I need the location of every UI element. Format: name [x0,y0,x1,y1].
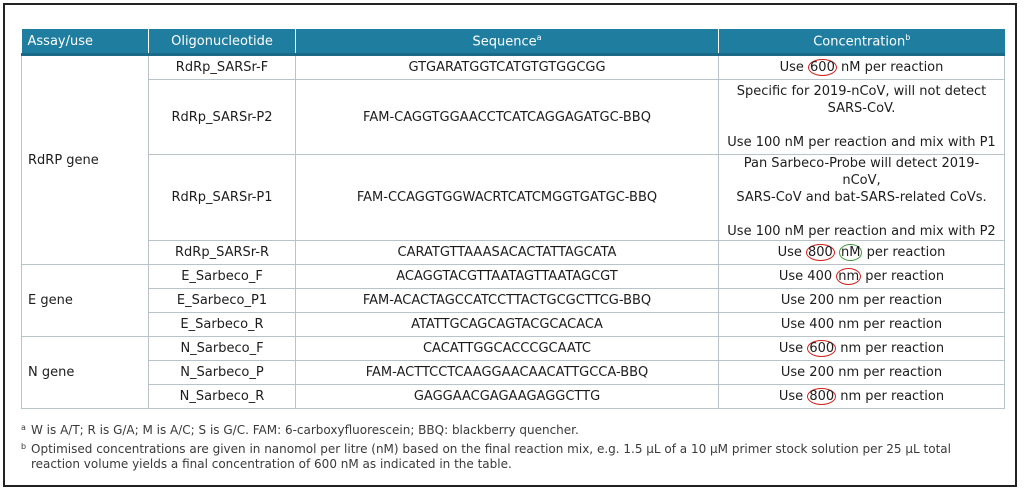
conc-prefix: Use [779,60,809,75]
table-header-row [22,29,1005,55]
assay-e-gene: E gene [22,265,149,337]
table-row [22,155,1005,241]
oligo-name: RdRp_SARSr-P2 [149,80,296,155]
header-sequence-footnote-mark: a [536,32,542,42]
sequence-cell: ATATTGCAGCAGTACGCACACA [296,313,719,337]
conc-note-line: SARS-CoV and bat-SARS-related CoVs. [736,190,987,205]
conc-note-line: Pan Sarbeco-Probe will detect 2019-nCoV, [743,156,980,188]
table-row [22,241,1005,265]
footnote-a-mark: a [21,423,26,432]
concentration-cell [719,337,1005,361]
oligo-name: RdRp_SARSr-P1 [149,155,296,241]
conc-suffix: per reaction [862,245,946,260]
header-assay: Assay/use [22,29,149,55]
red-circle-annotation: 600 [809,341,835,356]
oligo-name: N_Sarbeco_F [149,337,296,361]
conc-note-line: SARS-CoV. [827,101,896,116]
table-row [22,337,1005,361]
table-row [22,80,1005,155]
conc-suffix: nM per reaction [836,60,944,75]
oligo-name: E_Sarbeco_P1 [149,289,296,313]
table-row [22,385,1005,409]
red-circle-annotation: 600 [810,60,835,75]
table-row [22,289,1005,313]
concentration-cell: Use 200 nm per reaction [719,289,1005,313]
concentration-cell [719,55,1005,80]
sequence-cell: FAM-ACACTAGCCATCCTTACTGCGCTTCG-BBQ [296,289,719,313]
concentration-cell [719,385,1005,409]
sequence-cell: FAM-CCAGGTGGWACRTCATCMGGTGATGC-BBQ [296,155,719,241]
footnote-b-mark: b [21,442,27,451]
red-circle-annotation: nm [838,269,860,284]
table-row [22,361,1005,385]
red-circle-annotation: 800 [808,245,833,260]
sequence-cell: GAGGAACGAGAAGAGGCTTG [296,385,719,409]
footnote-b [21,442,1001,472]
table-row [22,265,1005,289]
oligo-name: RdRp_SARSr-F [149,55,296,80]
conc-prefix: Use 400 [778,269,837,284]
header-concentration-label: Concentration [813,34,906,50]
sequence-cell: GTGARATGGTCATGTGTGGCGG [296,55,719,80]
table-row [22,313,1005,337]
green-circle-annotation: nM [840,245,861,260]
footnote-b-text: Optimised concentrations are given in nanomol per litre (nM) based on the final reaction mix, e.g. 1.5 µL of a 10 µM primer stock solution per 25 µL total reaction volume yields a final concentration of 600 nM as indicated in the table. [31,442,951,471]
concentration-cell: Use 400 nm per reaction [719,313,1005,337]
sequence-cell: FAM-CAGGTGGAACCTCATCAGGAGATGC-BBQ [296,80,719,155]
footnote-a [21,423,1001,438]
header-sequence [296,29,719,55]
concentration-cell [719,241,1005,265]
conc-note-line: Specific for 2019-nCoV, will not detect [736,84,987,99]
assay-rdrp-gene: RdRP gene [22,55,149,265]
concentration-cell [719,265,1005,289]
conc-prefix: Use [778,341,808,356]
sequence-cell: CACATTGGCACCCGCAATC [296,337,719,361]
table-row [22,55,1005,80]
oligo-name: N_Sarbeco_P [149,361,296,385]
sequence-cell: CARATGTTAAASACACTATTAGCATA [296,241,719,265]
sequence-cell: FAM-ACTTCCTCAAGGAACAACATTGCCA-BBQ [296,361,719,385]
assay-n-gene: N gene [22,337,149,409]
oligo-name: RdRp_SARSr-R [149,241,296,265]
oligo-name: E_Sarbeco_F [149,265,296,289]
oligo-name: E_Sarbeco_R [149,313,296,337]
concentration-cell [719,80,1005,155]
oligo-name: N_Sarbeco_R [149,385,296,409]
footnote-a-text: W is A/T; R is G/A; M is A/C; S is G/C. FAM: 6-carboxyfluorescein; BBQ: blackberry quencher. [31,423,579,437]
conc-suffix: nm per reaction [836,341,945,356]
primer-table [21,29,1005,409]
conc-suffix: per reaction [861,269,945,284]
conc-note-line: Use 100 nM per reaction and mix with P1 [727,135,996,150]
conc-suffix: nm per reaction [836,389,945,404]
conc-prefix: Use [777,245,807,260]
footnotes [21,423,1001,476]
header-concentration-footnote-mark: b [905,32,911,42]
conc-prefix: Use [778,389,808,404]
concentration-cell: Use 200 nm per reaction [719,361,1005,385]
figure-frame [3,3,1017,487]
red-circle-annotation: 800 [809,389,835,404]
header-oligonucleotide: Oligonucleotide [149,29,296,55]
sequence-cell: ACAGGTACGTTAATAGTTAATAGCGT [296,265,719,289]
concentration-cell [719,155,1005,241]
conc-note-line: Use 100 nM per reaction and mix with P2 [727,224,996,239]
header-concentration [719,29,1005,55]
header-sequence-label: Sequence [472,34,537,50]
